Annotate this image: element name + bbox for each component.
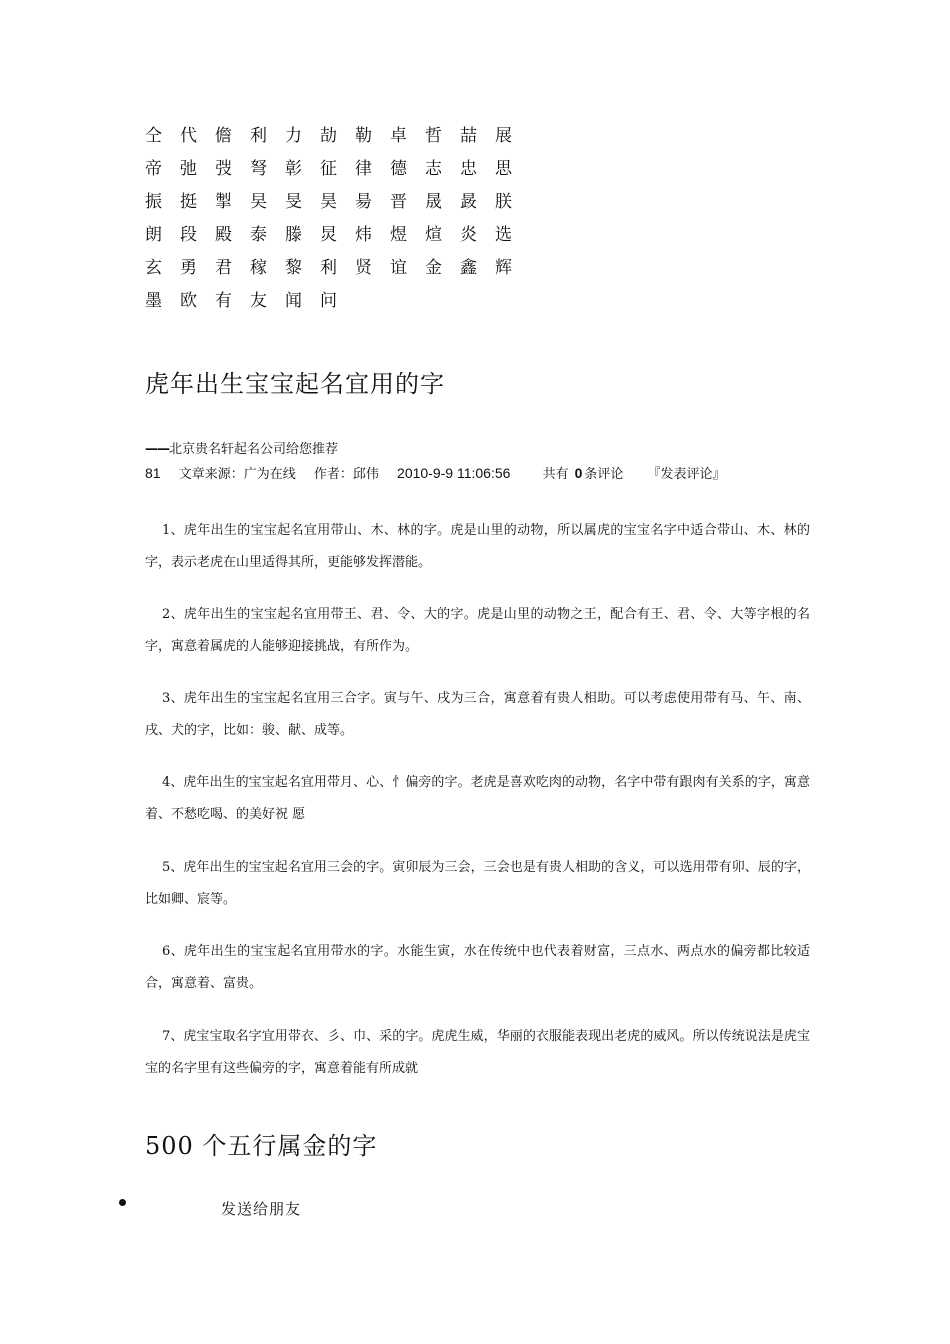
char-item: 晟 <box>425 192 442 212</box>
char-item: 朕 <box>495 192 512 212</box>
character-grid <box>145 124 530 322</box>
article-subtitle <box>145 438 338 457</box>
char-item: 思 <box>495 159 512 179</box>
paragraph-5: 5、虎年出生的宝宝起名宜用三会的字。寅卯辰为三会，三会也是有贵人相助的含义，可以选用带有卯、辰的字，比如卿、宸等。 <box>145 860 810 907</box>
article-source: 文章来源：广为在线 <box>178 467 296 482</box>
char-item: 代 <box>180 126 197 146</box>
char-item: 辉 <box>495 258 512 278</box>
bullet-dot-icon <box>119 1199 126 1206</box>
char-item: 勒 <box>355 126 372 146</box>
paragraph-7: 7、虎宝宝取名字宜用带衣、彡、巾、采的字。虎虎生威，华丽的衣服能表现出老虎的威风。所以传统说法是虎宝宝的名字里有这些偏旁的字，寓意着能有所成就 <box>145 1029 810 1076</box>
char-item: 贤 <box>355 258 372 278</box>
char-row <box>145 223 530 256</box>
char-item: 谊 <box>390 258 407 278</box>
char-item: 稼 <box>250 258 267 278</box>
char-item: 利 <box>320 258 337 278</box>
paragraph-1: 1、虎年出生的宝宝起名宜用带山、木、林的字。虎是山里的动物，所以属虎的宝宝名字中适合带山、木、林的字，表示老虎在山里适得其所，更能够发挥潜能。 <box>145 523 810 570</box>
char-row <box>145 157 530 190</box>
char-item: 仝 <box>145 126 162 146</box>
char-item: 殿 <box>215 225 232 245</box>
char-item: 劼 <box>320 126 337 146</box>
article-author: 作者：邱伟 <box>313 467 379 482</box>
char-row <box>145 289 530 322</box>
share-to-friend-link[interactable]: 发送给朋友 <box>221 1200 302 1218</box>
char-item: 律 <box>355 159 372 179</box>
char-item: 问 <box>320 291 337 311</box>
char-row <box>145 256 530 289</box>
char-item: 昜 <box>355 192 372 212</box>
char-item: 朗 <box>145 225 162 245</box>
paragraph-2: 2、虎年出生的宝宝起名宜用带王、君、令、大的字。虎是山里的动物之王，配合有王、君、令、大等字根的名字，寓意着属虎的人能够迎接挑战，有所作为。 <box>145 607 810 654</box>
paragraph-3: 3、虎年出生的宝宝起名宜用三合字。寅与午、戌为三合，寓意着有贵人相助。可以考虑使用带有马、午、南、戌、犬的字，比如：骏、献、成等。 <box>145 691 810 738</box>
post-comment-link[interactable]: 『发表评论』 <box>647 467 726 482</box>
char-item: 炅 <box>320 225 337 245</box>
char-item: 喆 <box>460 126 477 146</box>
char-row <box>145 190 530 223</box>
article-datetime: 2010-9-9 11:06:56 <box>397 465 511 481</box>
char-item: 帝 <box>145 159 162 179</box>
char-item: 段 <box>180 225 197 245</box>
char-item: 煊 <box>425 225 442 245</box>
char-item: 哲 <box>425 126 442 146</box>
comment-count-prefix: 共有 <box>542 467 569 482</box>
article-id: 81 <box>145 465 161 481</box>
char-item: 昊 <box>320 192 337 212</box>
char-item: 泰 <box>250 225 267 245</box>
char-item: 掣 <box>215 192 232 212</box>
char-item: 晋 <box>390 192 407 212</box>
char-item: 力 <box>285 126 302 146</box>
char-item: 滕 <box>285 225 302 245</box>
char-item: 彰 <box>285 159 302 179</box>
paragraph-6: 6、虎年出生的宝宝起名宜用带水的字。水能生寅，水在传统中也代表着财富，三点水、两点水的偏旁都比较适合，寓意着、富贵。 <box>145 944 810 991</box>
paragraph-4: 4、虎年出生的宝宝起名宜用带月、心、忄偏旁的字。老虎是喜欢吃肉的动物，名字中带有跟肉有关系的字，寓意着、不愁吃喝、的美好祝 愿 <box>145 775 810 822</box>
comment-count-value: 0 <box>574 465 583 481</box>
section-title: 500 个五行属金的字 <box>145 1132 378 1160</box>
char-item: 志 <box>425 159 442 179</box>
char-row <box>145 124 530 157</box>
char-item: 选 <box>495 225 512 245</box>
char-item: 勇 <box>180 258 197 278</box>
char-item: 儋 <box>215 126 232 146</box>
char-item: 炎 <box>460 225 477 245</box>
char-item: 利 <box>250 126 267 146</box>
char-item: 闻 <box>285 291 302 311</box>
char-item: 征 <box>320 159 337 179</box>
char-item: 黎 <box>285 258 302 278</box>
char-item: 展 <box>495 126 512 146</box>
char-item: 振 <box>145 192 162 212</box>
char-item: 忠 <box>460 159 477 179</box>
char-item: 旲 <box>250 192 267 212</box>
char-item: 鑫 <box>460 258 477 278</box>
char-item: 挺 <box>180 192 197 212</box>
char-item: 弩 <box>250 159 267 179</box>
char-item: 有 <box>215 291 232 311</box>
char-item: 君 <box>215 258 232 278</box>
article-title: 虎年出生宝宝起名宜用的字 <box>145 370 445 398</box>
char-item: 德 <box>390 159 407 179</box>
char-item: 卓 <box>390 126 407 146</box>
char-item: 友 <box>250 291 267 311</box>
char-item: 欧 <box>180 291 197 311</box>
char-item: 弛 <box>180 159 197 179</box>
char-item: 旻 <box>285 192 302 212</box>
comment-count <box>543 467 624 482</box>
char-item: 金 <box>425 258 442 278</box>
char-item: 炜 <box>355 225 372 245</box>
char-item: 墨 <box>145 291 162 311</box>
comment-count-suffix: 条评论 <box>584 467 624 482</box>
char-item: 弢 <box>215 159 232 179</box>
subtitle-dash: —— <box>145 442 169 457</box>
char-item: 煜 <box>390 225 407 245</box>
char-item: 玄 <box>145 258 162 278</box>
article-meta <box>145 463 740 482</box>
char-item: 晸 <box>460 192 477 212</box>
subtitle-text: 北京贵名轩起名公司给您推荐 <box>169 442 339 457</box>
